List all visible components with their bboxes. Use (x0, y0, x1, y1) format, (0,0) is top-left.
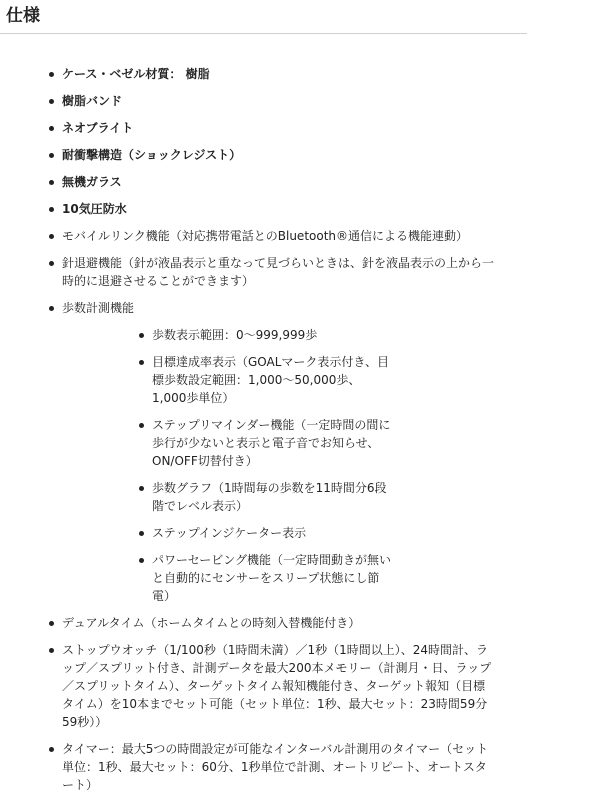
spec-item-text: ケース・ベゼル材質： 樹脂 (62, 67, 210, 81)
spec-item-text: モバイルリンク機能（対応携帯電話とのBluetooth®通信による機能連動） (62, 229, 469, 243)
bullet-icon (49, 648, 54, 653)
spec-item-text: 針退避機能（針が液晶表示と重なって見づらいときは、針を液晶表示の上から一時的に退避させることができます） (62, 256, 495, 288)
spec-subitem (62, 416, 497, 470)
bullet-icon (49, 234, 54, 239)
spec-item-text: デュアルタイム（ホームタイムとの時刻入替機能付き） (62, 616, 361, 630)
spec-item (0, 254, 600, 290)
bullet-icon (139, 531, 144, 536)
spec-subitem-text: 歩数表示範囲：0～999,999歩 (152, 328, 318, 342)
spec-item (0, 740, 600, 794)
bullet-icon (49, 99, 54, 104)
spec-item-text: 耐衝撃構造（ショックレジスト） (62, 148, 242, 162)
spec-item (0, 119, 600, 137)
spec-subitem-text: ステップインジケーター表示 (152, 526, 307, 540)
bullet-icon (49, 207, 54, 212)
spec-subitem-text: ステップリマインダー機能（一定時間の間に歩行が少ないと表示と電子音でお知らせ、ON/OFF切替付き） (152, 418, 391, 468)
spec-item-text: 樹脂バンド (62, 94, 123, 108)
spec-item-text: 歩数計測機能 (62, 301, 135, 315)
spec-sublist (62, 326, 497, 605)
bullet-icon (139, 333, 144, 338)
bullet-icon (139, 360, 144, 365)
title-divider (0, 33, 527, 34)
spec-subitem (62, 353, 497, 407)
spec-item-text: ストップウオッチ（1/100秒（1時間未満）／1秒（1時間以上）、24時間計、ラップ／スプリット付き、計測データを最大200本メモリー（計測月・日、ラップ／スプリットタイム）、ターゲットタイム報知機能付き、ターゲット報知（目標タイム）を10本までセット可能（セット単位：1秒、最大セット：23時間59分59秒）） (62, 643, 492, 729)
spec-subitem-text: 歩数グラフ（1時間毎の歩数を11時間分6段階でレベル表示） (152, 481, 387, 513)
bullet-icon (139, 486, 144, 491)
spec-item-text: 無機ガラス (62, 175, 122, 189)
spec-item-text: 10気圧防水 (62, 202, 127, 216)
spec-item (0, 227, 600, 245)
spec-item (0, 173, 600, 191)
spec-item-text: ネオブライト (62, 121, 134, 135)
bullet-icon (49, 180, 54, 185)
spec-list-container (0, 65, 600, 803)
bullet-icon (49, 306, 54, 311)
bullet-icon (139, 423, 144, 428)
spec-subitem-text: 目標達成率表示（GOALマーク表示付き、目標歩数設定範囲：1,000～50,000歩、1,000歩単位） (152, 355, 389, 405)
spec-item (0, 92, 600, 110)
spec-item (0, 200, 600, 218)
spec-subitem-text: パワーセービング機能（一定時間動きが無いと自動的にセンサーをスリープ状態にし節電） (152, 553, 392, 603)
section-title: 仕様 (6, 6, 40, 26)
spec-list (0, 65, 600, 794)
spec-item-text: タイマー：最大5つの時間設定が可能なインターバル計測用のタイマー（セット単位：1秒、最大セット：60分、1秒単位で計測、オートリピート、オートスタート） (62, 742, 489, 792)
bullet-icon (49, 747, 54, 752)
spec-item (0, 65, 600, 83)
bullet-icon (49, 621, 54, 626)
bullet-icon (49, 261, 54, 266)
spec-item (0, 614, 600, 632)
bullet-icon (49, 72, 54, 77)
spec-item (0, 641, 600, 731)
spec-subitem (62, 479, 497, 515)
spec-subitem (62, 551, 497, 605)
spec-item (0, 299, 600, 605)
spec-subitem (62, 524, 497, 542)
spec-subitem (62, 326, 497, 344)
bullet-icon (139, 558, 144, 563)
bullet-icon (49, 153, 54, 158)
bullet-icon (49, 126, 54, 131)
spec-item (0, 146, 600, 164)
